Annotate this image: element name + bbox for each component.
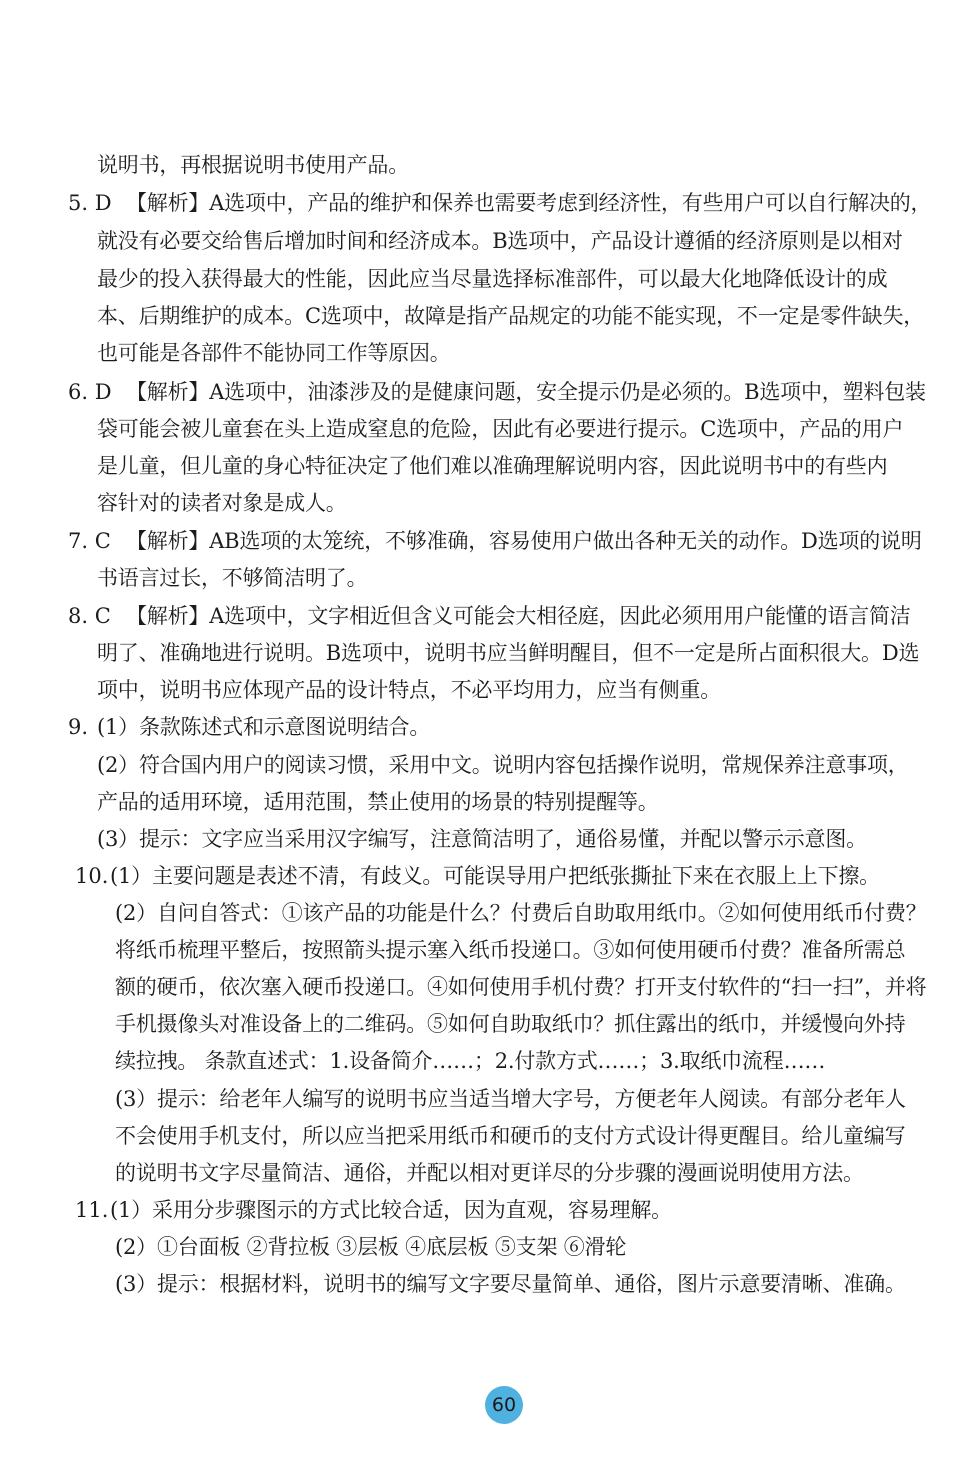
text-line: 明了、准确地进行说明。B选项中，说明书应当鲜明醒目，但不一定是所占面积很大。D选	[97, 641, 920, 665]
text-line: 也可能是各部件不能协同工作等原因。	[97, 341, 451, 365]
page-number-badge: 60	[485, 1386, 523, 1424]
item-number-11: 11.	[75, 1198, 109, 1222]
text-line: 说明书，再根据说明书使用产品。	[97, 153, 409, 177]
text-line: 产品的适用环境，适用范围，禁止使用的场景的特别提醒等。	[97, 790, 659, 814]
item-number-9: 9.	[68, 715, 89, 739]
text-line: 袋可能会被儿童套在头上造成窒息的危险，因此有必要进行提示。C选项中，产品的用户	[97, 417, 904, 441]
text-line: (1）采用分步骤图示的方式比较合适，因为直观，容易理解。	[110, 1198, 672, 1222]
text-line: 容针对的读者对象是成人。	[97, 491, 347, 515]
text-line: 额的硬币，依次塞入硬币投递口。④如何使用手机付费？打开支付软件的“扫一扫”，并将	[115, 975, 927, 999]
text-line: (2）自问自答式：①该产品的功能是什么？付费后自助取用纸巾。②如何使用纸币付费？	[115, 901, 927, 925]
text-line: (2）符合国内用户的阅读习惯，采用中文。说明内容包括操作说明，常规保养注意事项，	[97, 753, 909, 777]
text-line: 书语言过长，不够简洁明了。	[97, 566, 368, 590]
item-number-10: 10.	[75, 864, 109, 888]
text-line: 不会使用手机支付，所以应当把采用纸币和硬币的支付方式设计得更醒目。给儿童编写	[115, 1124, 906, 1148]
item-number-7: 7. C	[68, 529, 111, 553]
text-line: 续拉拽。 条款直述式：1.设备简介……；2.付款方式……；3.取纸巾流程……	[115, 1049, 826, 1073]
text-line: 就没有必要交给售后增加时间和经济成本。B选项中，产品设计遵循的经济原则是以相对	[97, 229, 903, 253]
text-line: 项中，说明书应体现产品的设计特点，不必平均用力，应当有侧重。	[97, 678, 721, 702]
text-line: 最少的投入获得最大的性能，因此应当尽量选择标准部件，可以最大化地降低设计的成	[97, 267, 888, 291]
text-line: 手机摄像头对准设备上的二维码。⑤如何自助取纸巾？抓住露出的纸巾，并缓慢向外持	[115, 1012, 906, 1036]
text-line: 【解析】AB选项的太笼统，不够准确，容易使用户做出各种无关的动作。D选项的说明	[126, 529, 922, 553]
text-line: (3）提示：根据材料，说明书的编写文字要尽量简单、通俗，图片示意要清晰、准确。	[115, 1272, 906, 1296]
item-number-6: 6. D	[68, 380, 112, 404]
text-line: (2）①台面板 ②背拉板 ③层板 ④底层板 ⑤支架 ⑥滑轮	[115, 1235, 627, 1259]
text-line: (1）主要问题是表述不清，有歧义。可能误导用户把纸张撕扯下来在衣服上上下擦。	[110, 864, 880, 888]
text-line: (3）提示：给老年人编写的说明书应当适当增大字号，方便老年人阅读。有部分老年人	[115, 1087, 906, 1111]
item-number-5: 5. D	[68, 191, 112, 215]
text-line: (1）条款陈述式和示意图说明结合。	[97, 715, 431, 739]
text-line: 【解析】A选项中，文字相近但含义可能会大相径庭，因此必须用用户能懂的语言简洁	[126, 604, 911, 628]
text-line: 将纸币梳理平整后，按照箭头提示塞入纸币投递口。③如何使用硬币付费？准备所需总	[115, 938, 906, 962]
text-line: 本、后期维护的成本。C选项中，故障是指产品规定的功能不能实现，不一定是零件缺失，	[97, 304, 925, 328]
item-number-8: 8. C	[68, 604, 111, 628]
text-line: 【解析】A选项中，产品的维护和保养也需要考虑到经济性，有些用户可以自行解决的，	[126, 191, 932, 215]
text-line: 是儿童，但儿童的身心特征决定了他们难以准确理解说明内容，因此说明书中的有些内	[97, 454, 888, 478]
text-line: 【解析】A选项中，油漆涉及的是健康问题，安全提示仍是必须的。B选项中，塑料包装	[126, 380, 926, 404]
text-line: 的说明书文字尽量简洁、通俗，并配以相对更详尽的分步骤的漫画说明使用方法。	[115, 1161, 864, 1185]
text-line: (3）提示：文字应当采用汉字编写，注意简洁明了，通俗易懂，并配以警示示意图。	[97, 827, 867, 851]
